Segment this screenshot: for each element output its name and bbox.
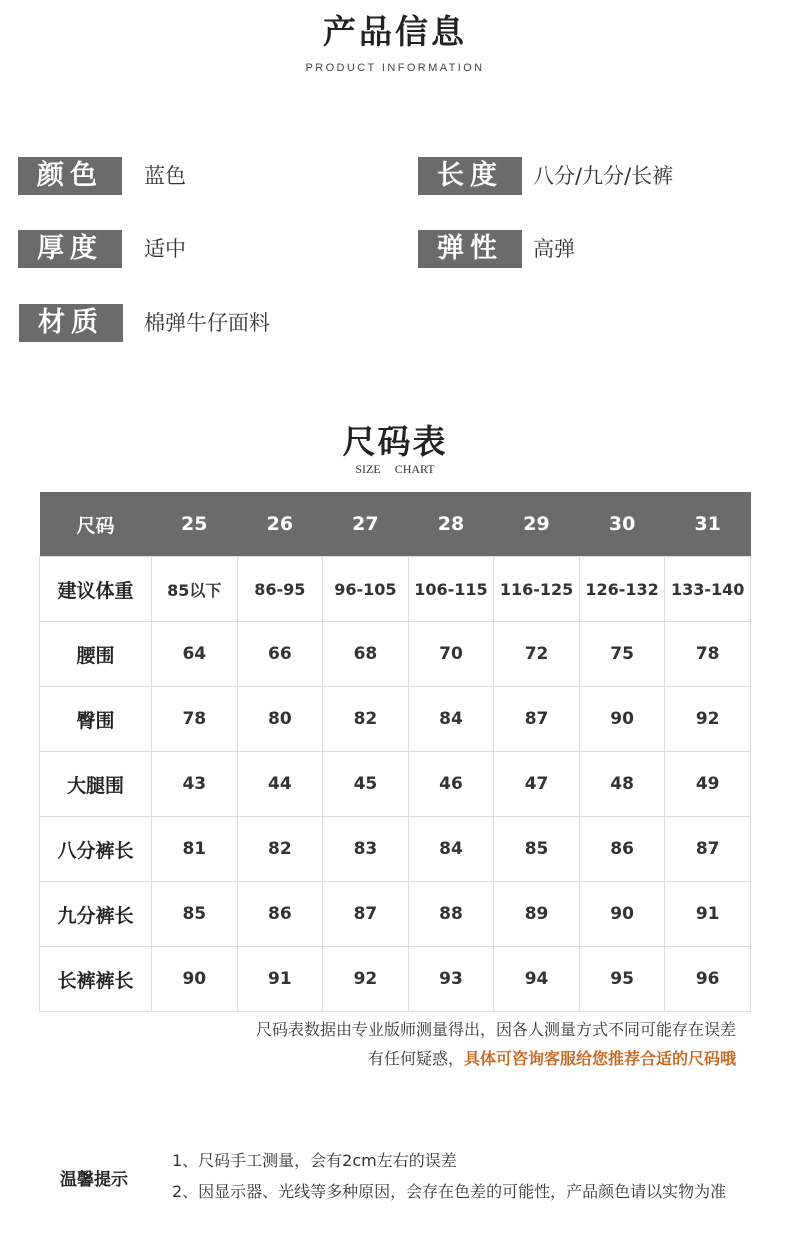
table-cell: 92 (665, 687, 751, 752)
size-header-label: 尺码 (40, 492, 152, 557)
table-cell: 82 (323, 687, 409, 752)
table-row (40, 947, 751, 1012)
table-cell: 46 (408, 752, 494, 817)
table-cell: 86 (579, 817, 665, 882)
table-cell: 84 (408, 817, 494, 882)
table-cell: 72 (494, 622, 580, 687)
table-cell: 91 (237, 947, 323, 1012)
table-cell: 48 (579, 752, 665, 817)
table-cell: 87 (665, 817, 751, 882)
size-header-cell: 31 (665, 492, 751, 557)
size-header-cell: 27 (323, 492, 409, 557)
size-header-cell: 28 (408, 492, 494, 557)
elasticity-value: 高弹 (533, 237, 575, 261)
table-cell: 90 (579, 882, 665, 947)
row-label: 建议体重 (40, 557, 152, 622)
size-table (39, 492, 751, 1012)
table-cell: 47 (494, 752, 580, 817)
table-row (40, 622, 751, 687)
table-cell: 45 (323, 752, 409, 817)
row-label: 腰围 (40, 622, 152, 687)
table-cell: 84 (408, 687, 494, 752)
table-cell: 92 (323, 947, 409, 1012)
length-value: 八分/九分/长裤 (533, 164, 674, 188)
table-cell: 93 (408, 947, 494, 1012)
consult-note (0, 1046, 736, 1069)
size-chart-title: 尺码表 (342, 422, 448, 461)
table-cell: 85 (152, 882, 238, 947)
table-cell: 116-125 (494, 557, 580, 622)
table-cell: 90 (579, 687, 665, 752)
consult-note-highlight: 具体可咨询客服给您推荐合适的尺码哦 (463, 1049, 736, 1068)
table-cell: 43 (152, 752, 238, 817)
row-label: 大腿围 (40, 752, 152, 817)
length-label: 长度 (418, 157, 522, 195)
size-header-cell: 29 (494, 492, 580, 557)
elasticity-label: 弹性 (418, 230, 522, 268)
table-cell: 90 (152, 947, 238, 1012)
page-subtitle: PRODUCT INFORMATION (305, 62, 485, 74)
table-row (40, 687, 751, 752)
row-label: 臀围 (40, 687, 152, 752)
table-row (40, 817, 751, 882)
table-cell: 126-132 (579, 557, 665, 622)
thickness-label: 厚度 (18, 230, 122, 268)
table-row (40, 882, 751, 947)
table-cell: 94 (494, 947, 580, 1012)
table-cell: 85 (494, 817, 580, 882)
table-cell: 95 (579, 947, 665, 1012)
size-header-cell: 30 (579, 492, 665, 557)
consult-note-prefix: 有任何疑惑， (367, 1049, 464, 1068)
size-header-cell: 26 (237, 492, 323, 557)
table-cell: 133-140 (665, 557, 751, 622)
color-label: 颜色 (18, 157, 122, 195)
table-cell: 75 (579, 622, 665, 687)
table-cell: 49 (665, 752, 751, 817)
table-cell: 87 (494, 687, 580, 752)
table-cell: 89 (494, 882, 580, 947)
measurement-note: 尺码表数据由专业版师测量得出，因各人测量方式不同可能存在误差 (255, 1020, 736, 1039)
material-label: 材质 (19, 304, 123, 342)
table-cell: 91 (665, 882, 751, 947)
table-cell: 85以下 (152, 557, 238, 622)
table-cell: 86 (237, 882, 323, 947)
table-cell: 64 (152, 622, 238, 687)
table-row (40, 557, 751, 622)
tip-item: 2、因显示器、光线等多种原因，会存在色差的可能性，产品颜色请以实物为准 (172, 1182, 727, 1201)
table-cell: 68 (323, 622, 409, 687)
tips-label: 温馨提示 (60, 1170, 128, 1190)
table-cell: 83 (323, 817, 409, 882)
table-cell: 78 (152, 687, 238, 752)
row-label: 八分裤长 (40, 817, 152, 882)
table-cell: 96 (665, 947, 751, 1012)
table-cell: 80 (237, 687, 323, 752)
thickness-value: 适中 (144, 237, 186, 261)
table-cell: 82 (237, 817, 323, 882)
page-title: 产品信息 (323, 12, 467, 51)
table-cell: 70 (408, 622, 494, 687)
row-label: 长裤裤长 (40, 947, 152, 1012)
size-chart-subtitle: SIZE CHART (355, 462, 435, 476)
table-cell: 87 (323, 882, 409, 947)
size-header-row (40, 492, 751, 557)
row-label: 九分裤长 (40, 882, 152, 947)
table-cell: 86-95 (237, 557, 323, 622)
table-cell: 81 (152, 817, 238, 882)
color-value: 蓝色 (144, 164, 186, 188)
table-cell: 66 (237, 622, 323, 687)
material-value: 棉弹牛仔面料 (144, 311, 270, 335)
table-row (40, 752, 751, 817)
table-cell: 44 (237, 752, 323, 817)
table-cell: 78 (665, 622, 751, 687)
table-cell: 88 (408, 882, 494, 947)
table-cell: 106-115 (408, 557, 494, 622)
table-cell: 96-105 (323, 557, 409, 622)
tip-item: 1、尺码手工测量，会有2cm左右的误差 (172, 1151, 457, 1170)
size-header-cell: 25 (152, 492, 238, 557)
